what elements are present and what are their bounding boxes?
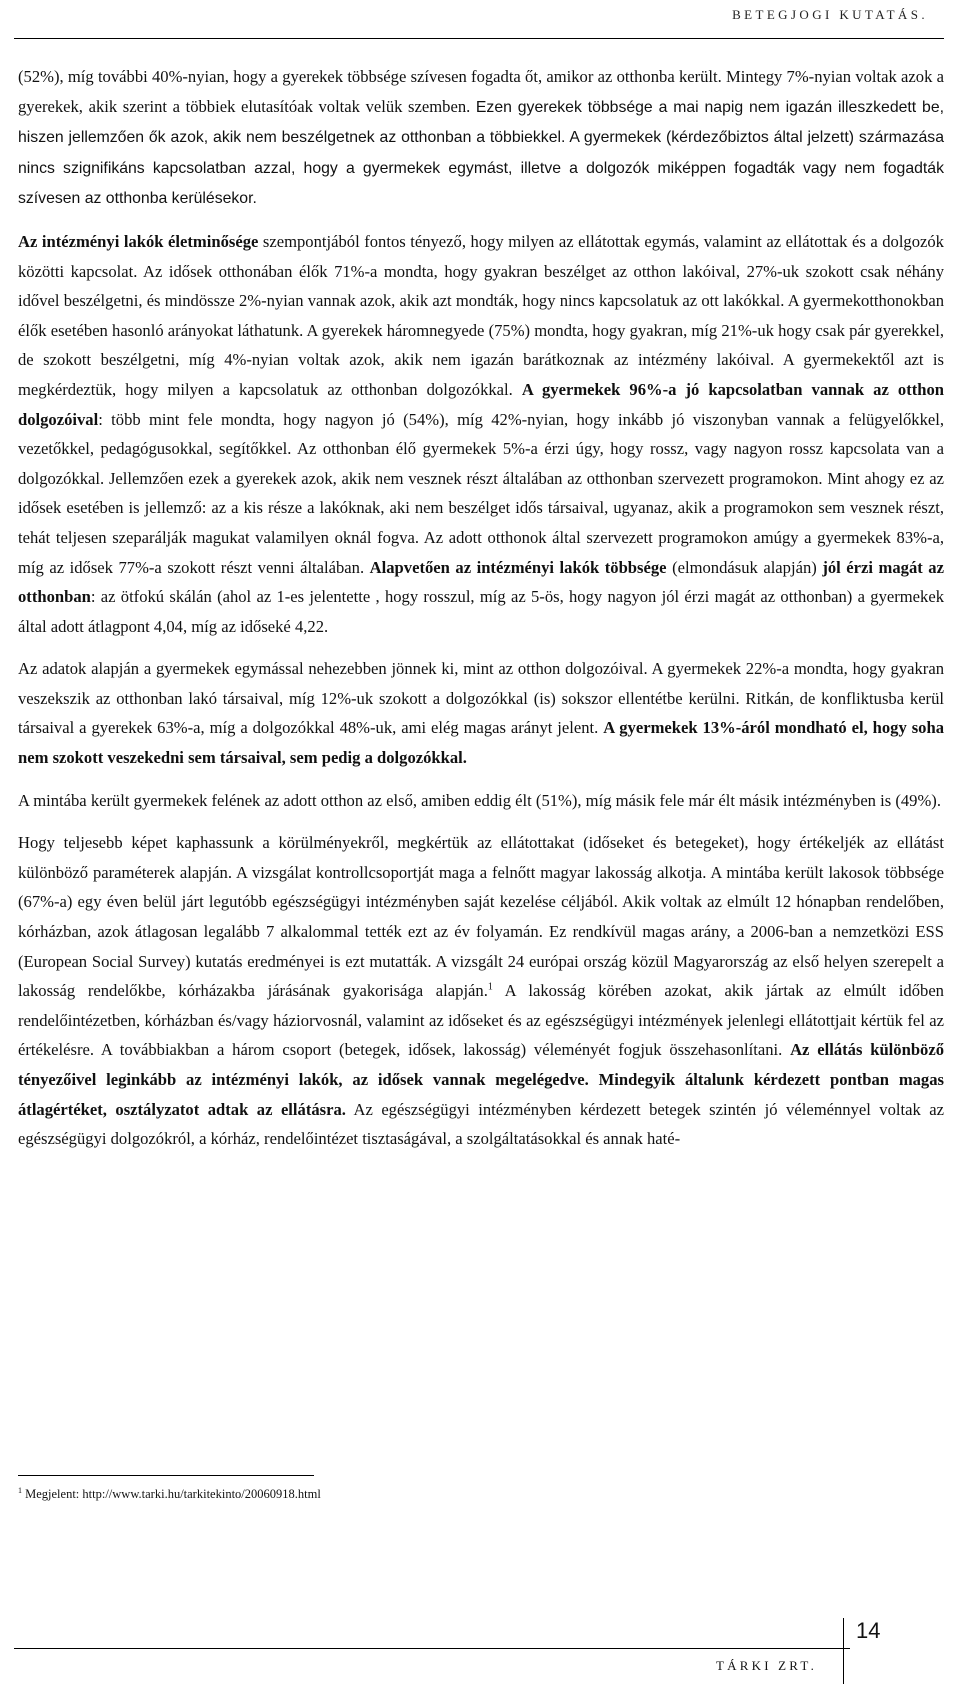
text-run: (elmondásuk alapján) (666, 557, 823, 577)
text-run: A mintába került gyermekek felének az adott otthon az első, amiben eddig élt (51%), míg másik fele már élt másik intézményben is (49%). (18, 790, 941, 810)
footnote-text: Megjelent: http://www.tarki.hu/tarkitekinto/20060918.html (22, 1487, 321, 1501)
text-run: Az intézményi lakók életminősége (18, 231, 259, 251)
text-run: A gyermekek 96%-a jó kapcsolatban vannak az otthon dolgozóival (18, 379, 944, 429)
text-run: : az ötfokú skálán (ahol az 1-es jelentette , hogy rosszul, míg az 5-ös, hogy nagyon jól érzi magát az otthonban) a gyermekek által adott átlagpont 4,04, míg az időseké 4,22. (18, 587, 944, 636)
text-run: A gyermekek 13%-áról mondható el, hogy soha nem szokott veszekedni sem társaival, sem pedig a dolgozókkal. (18, 718, 944, 768)
text-run: Az ellátás különböző tényezőivel leginkább az intézményi lakók, az idősek vannak megelégedve. Mindegyik általunk kérdezett pontban magas átlagértéket, osztályzatot adtak az ellátásra. (18, 1040, 945, 1119)
text-run: Az egészségügyi intézményben kérdezett betegek szintén jó véleménnyel voltak az egészségügyi dolgozókról, a kórház, rendelőintézet tisztaságával, a szolgáltatásokkal és annak haté- (18, 1099, 944, 1149)
text-run: Ezen gyerekek többsége a mai napig nem igazán illeszkedett be, hiszen jellemzően ők azok, akik nem beszélgetnek az otthonban a többiekkel. A gyermekek (kérdezőbiztos által jelzett) származása nincs szignifikáns kapcsolatban azzal, hogy a gyermekek egymást, illetve a dolgozók miképpen fogadták vagy nem fogadták szívesen az otthonba kerülésekor. (18, 98, 944, 208)
footnote-reference: 1 (487, 981, 493, 993)
paragraph (18, 62, 944, 214)
text-run: Alapvetően az intézményi lakók többsége (369, 557, 667, 577)
paragraph (18, 828, 944, 1154)
paragraph (18, 227, 944, 641)
body-text (18, 62, 944, 1154)
text-run: (52%), míg további 40%-nyian, hogy a gyerekek többsége szívesen fogadta őt, amikor az otthonba került. Mintegy 7%-nyian voltak azok a gyerekek, akik szerint a többiek elutasítóak voltak velük szemben. (18, 67, 944, 116)
page-number: 14 (856, 1618, 881, 1643)
footnote (18, 1487, 321, 1502)
text-run: Hogy teljesebb képet kaphassunk a körülményekről, megkértük az ellátottakat (időseket és betegeket), hogy értékeljék az ellátást különböző paraméterek alapján. A vizsgálat kontrollcsoportját maga a felnőtt magyar lakosság alkotja. A mintába került lakosok többsége (67%-a) egy éven belül járt legutóbb egészségügyi intézményben saját kezelése céljából. Akik voltak az elmúlt 12 hónapban rendelőben, kórházban, azok átlagosan legalább 7 alkalommal tették ezt az év folyamán. Ez rendkívül magas arány, a 2006-ban a nemzetközi ESS (European Social Survey) kutatás eredményei is ezt mutatták. A vizsgált 24 európai ország közül Magyarország az első helyen szerepelt a lakosság rendelőkbe, kórházakba járásának gyakorisága alapján. (18, 833, 944, 1001)
footer-organization: TÁRKI ZRT. (716, 1658, 818, 1673)
text-run: A lakosság körében azokat, akik jártak az elmúlt időben rendelőintézetben, kórházban és/vagy háziorvosnál, valamint az időseket és az egészségügyi intézmények jelenlegi ellátottjait kértük fel az értékelésre. A továbbiakban a három csoport (betegek, idősek, lakosság) véleményét fogjuk összehasonlítani. (18, 981, 944, 1060)
text-run: : több mint fele mondta, hogy nagyon jó (54%), míg 42%-nyian, hogy inkább jó viszonyban vannak a felügyelőkkel, vezetőkkel, pedagógusokkal, segítőkkel. Az otthonban élő gyermekek 5%-a érzi úgy, hogy rossz, vagy nagyon rossz kapcsolata van a dolgozókkal. Jellemzően ezek a gyerekek azok, akik nem vesznek részt általában az otthonban szervezett programokon. Mint ahogy ez az idősek esetében is jellemző: az a kis része a lakóknak, aki nem beszélget idős társaival, ugyanaz, akik a programokon sem vesznek részt, tehát teljesen szeparálják magukat valamilyen oknál fogva. Az adott otthonok által szervezett programokon amúgy a gyermekek 83%-a, míg az idősek 77%-a szokott részt venni általában. (18, 409, 944, 577)
paragraph (18, 786, 944, 816)
footer-divider (843, 1618, 844, 1684)
footnote-rule (18, 1475, 314, 1476)
paragraph (18, 654, 944, 772)
header-rule (14, 38, 944, 39)
text-run: Az adatok alapján a gyermekek egymással nehezebben jönnek ki, mint az otthon dolgozóival. A gyermekek 22%-a mondta, hogy gyakran veszekszik az otthonban lakó társaival, míg 12%-uk szokott a dolgozókkal (is) sokszor ellentétbe kerülni. Ritkán, de konfliktusba kerül társaival a gyerekek 63%-a, míg a dolgozókkal 48%-uk, ami elég magas arányt jelent. (18, 659, 944, 738)
footer-rule (14, 1648, 850, 1649)
text-run: szempontjából fontos tényező, hogy milyen az ellátottak egymás, valamint az ellátottak és a dolgozók közötti kapcsolat. Az idősek otthonában élők 71%-a mondta, hogy gyakran beszélget az otthon lakóival, 27%-uk szokott csak néhány idővel beszélgetni, és mindössze 2%-nyian vannak azok, akik azt mondták, hogy nincs kapcsolatuk az ott lakókkal. A gyermekotthonokban élők esetében hasonló arányokat láthatunk. A gyerekek háromnegyede (75%) mondta, hogy gyakran, míg 21%-uk hogy csak pár gyerekkel, de szokott beszélgetni, míg 4%-nyian voltak azok, akik nem igazán barátkoznak az intézmény lakóival. A gyermekektől azt is megkérdeztük, hogy milyen a kapcsolatuk az otthonban dolgozókkal. (18, 231, 944, 399)
footnote-mark: 1 (18, 1485, 22, 1495)
running-header: BETEGJOGI KUTATÁS. (732, 7, 928, 22)
text-run: jól érzi magát az otthonban (18, 557, 944, 607)
